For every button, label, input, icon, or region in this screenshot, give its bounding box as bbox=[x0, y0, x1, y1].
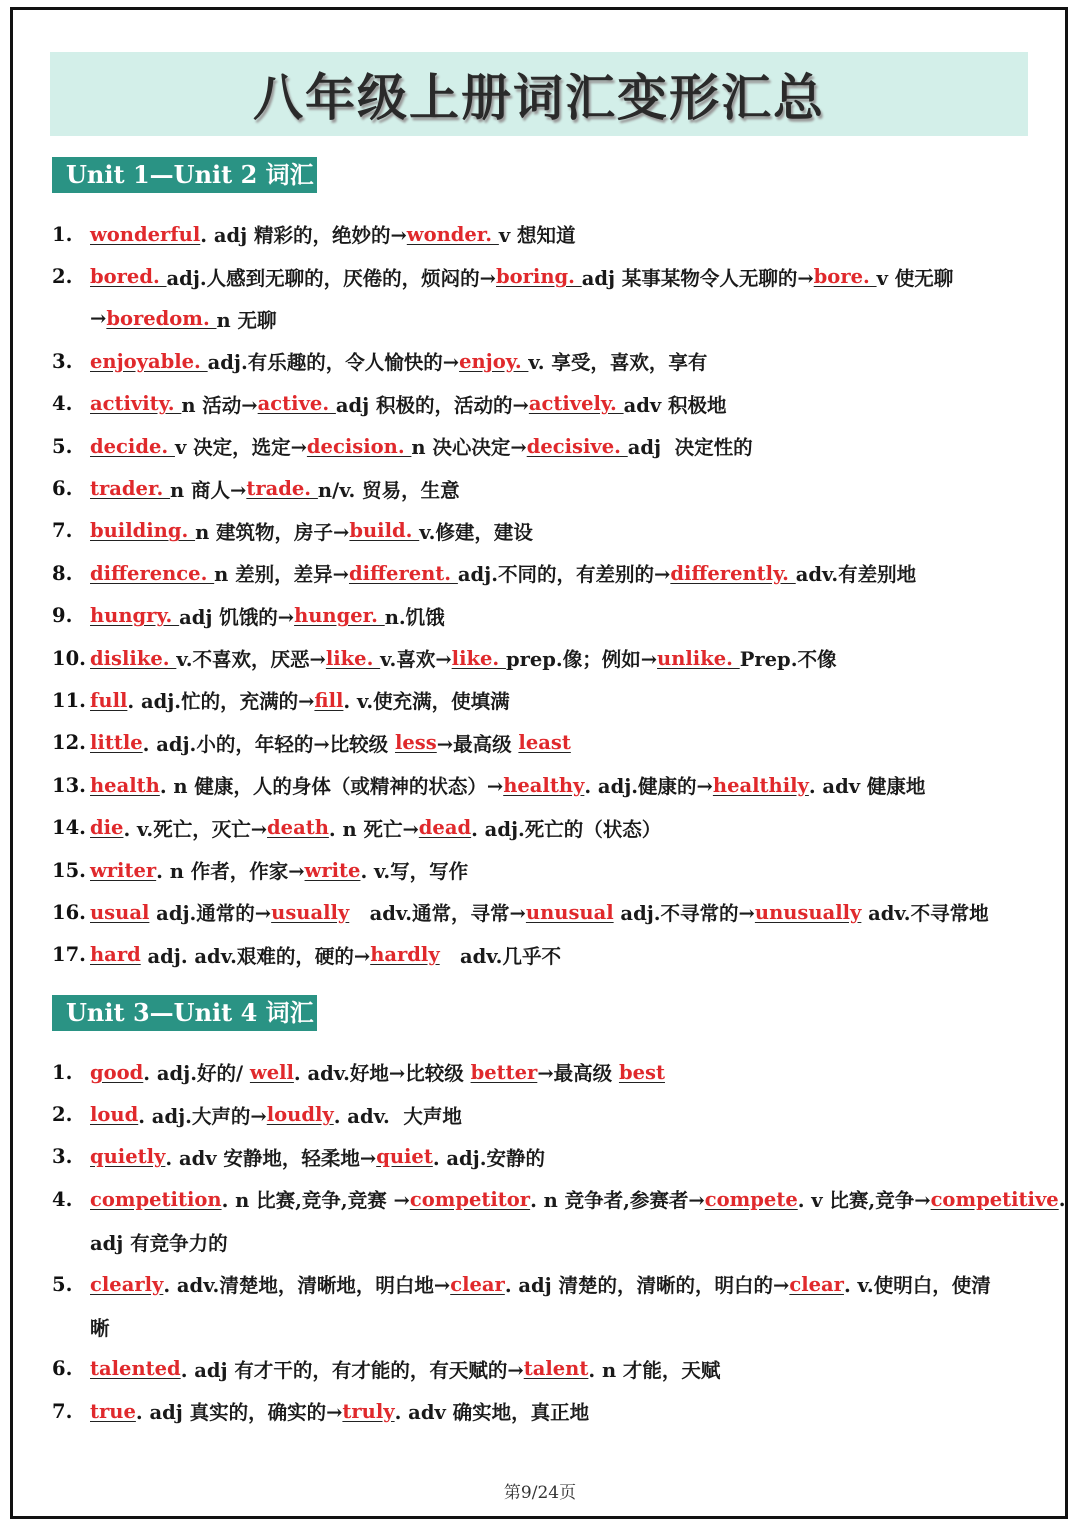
list-item-continuation bbox=[52, 1305, 1042, 1347]
definition-text: . adv.清楚地，清晰地，明白地→ bbox=[163, 1274, 451, 1298]
definition-text: v.喜欢→ bbox=[380, 648, 452, 672]
item-number: 9. bbox=[52, 604, 73, 628]
item-number: 14. bbox=[52, 816, 86, 840]
definition-text: adv.有差别地 bbox=[795, 563, 917, 587]
definition-text: v 使无聊 bbox=[876, 266, 954, 290]
vocab-word: wonderful bbox=[90, 222, 201, 246]
list-item bbox=[52, 552, 1042, 594]
vocab-word: unlike. bbox=[657, 646, 740, 670]
vocab-word: building. bbox=[90, 519, 196, 543]
vocab-word: loud bbox=[90, 1103, 139, 1127]
page-title: 八年级上册词汇变形汇总 bbox=[253, 69, 825, 127]
definition-text: . adj.忙的，充满的→ bbox=[127, 690, 315, 714]
definition-text: adj.不寻常的→ bbox=[613, 902, 755, 926]
definition-text: . n 死亡→ bbox=[328, 817, 419, 841]
definition-text: . adj.安静的 bbox=[432, 1146, 546, 1170]
list-item bbox=[52, 679, 1042, 721]
item-number: 12. bbox=[52, 731, 86, 755]
vocab-word: difference. bbox=[90, 561, 215, 585]
list-item bbox=[52, 467, 1042, 509]
vocab-word: competition bbox=[90, 1187, 222, 1211]
item-number: 1. bbox=[52, 1060, 73, 1084]
definition-text: . n 竞争者,参赛者→ bbox=[530, 1189, 705, 1213]
vocab-word: good bbox=[90, 1060, 144, 1084]
item-number: 7. bbox=[52, 1399, 73, 1423]
section-header-unit3-4: Unit 3—Unit 4 词汇 bbox=[52, 995, 317, 1031]
vocab-word: least bbox=[518, 731, 571, 755]
vocab-word: unusually bbox=[754, 900, 862, 924]
vocab-word: bored. bbox=[90, 265, 167, 289]
vocab-word: clearly bbox=[90, 1272, 164, 1296]
definition-text: adj 积极的，活动的→ bbox=[335, 393, 529, 417]
vocab-word: less bbox=[394, 731, 437, 755]
vocab-word: like. bbox=[325, 646, 381, 670]
definition-text: . adj 真实的，确实的→ bbox=[135, 1401, 343, 1425]
definition-text: v.修建，建设 bbox=[419, 520, 533, 544]
vocab-list-unit1-2 bbox=[52, 213, 1042, 976]
definition-text: . v 比赛,竞争→ bbox=[797, 1189, 931, 1213]
vocab-word: full bbox=[90, 688, 128, 712]
list-item bbox=[52, 637, 1042, 679]
list-item bbox=[52, 806, 1042, 848]
list-item bbox=[52, 1136, 1042, 1178]
item-number: 2. bbox=[52, 265, 73, 289]
definition-text: adj.人感到无聊的，厌倦的，烦闷的→ bbox=[166, 266, 496, 290]
definition-text: n.饥饿 bbox=[384, 605, 445, 629]
definition-text: adj.通常的→ bbox=[149, 902, 272, 926]
vocab-word: activity. bbox=[90, 392, 182, 416]
vocab-word: write bbox=[304, 858, 361, 882]
definition-text: n 商人→ bbox=[170, 478, 247, 502]
title-banner bbox=[50, 52, 1028, 136]
definition-text: adj 决定性的 bbox=[627, 436, 753, 460]
item-number: 17. bbox=[52, 943, 86, 967]
definition-text: v 决定，选定→ bbox=[174, 436, 307, 460]
definition-text: adj.不同的，有差别的→ bbox=[457, 563, 671, 587]
definition-text: . adv 确实地，真正地 bbox=[394, 1401, 590, 1425]
vocab-word: usually bbox=[271, 900, 350, 924]
definition-text: . v.死亡，灭亡→ bbox=[123, 817, 268, 841]
definition-text: . adj.死亡的（状态） bbox=[471, 817, 662, 841]
list-item bbox=[52, 1263, 1042, 1305]
definition-text: . v.写，写作 bbox=[360, 860, 469, 884]
item-number: 16. bbox=[52, 900, 86, 924]
definition-text: . adj 有才干的，有才能的，有天赋的→ bbox=[180, 1358, 524, 1382]
vocab-word: enjoy. bbox=[459, 349, 529, 373]
vocab-word: compete bbox=[704, 1187, 798, 1211]
vocab-word: different. bbox=[348, 561, 458, 585]
list-item bbox=[52, 1093, 1042, 1135]
definition-text: adv.不寻常地 bbox=[861, 902, 989, 926]
definition-text: . adv. 大声地 bbox=[333, 1104, 462, 1128]
vocab-word: talent bbox=[523, 1357, 589, 1381]
definition-text: adv.通常，寻常→ bbox=[349, 902, 526, 926]
vocab-word: little bbox=[90, 731, 143, 755]
definition-text: →最高级 bbox=[436, 732, 519, 756]
vocab-word: unusual bbox=[525, 900, 614, 924]
vocab-word: health bbox=[90, 773, 160, 797]
vocab-word: build. bbox=[349, 519, 420, 543]
vocab-word: enjoyable. bbox=[90, 349, 208, 373]
vocab-word: differently. bbox=[670, 561, 796, 585]
list-item bbox=[52, 891, 1042, 933]
vocab-word: decision. bbox=[306, 434, 412, 458]
item-number: 6. bbox=[52, 1357, 73, 1381]
vocab-word: true bbox=[90, 1399, 136, 1423]
item-number: 4. bbox=[52, 1187, 73, 1211]
list-item bbox=[52, 213, 1042, 255]
definition-text: n 决心决定→ bbox=[411, 436, 527, 460]
item-number: 10. bbox=[52, 646, 86, 670]
vocab-word: healthy bbox=[503, 773, 585, 797]
vocab-list-unit3-4 bbox=[52, 1051, 1066, 1433]
vocab-word: trade. bbox=[246, 477, 318, 501]
definition-text: . n 健康，人的身体（或精神的状态）→ bbox=[159, 775, 504, 799]
list-item-continuation bbox=[52, 298, 1042, 340]
definition-text: adj 饥饿的→ bbox=[179, 605, 295, 629]
definition-text: . adv 安静地，轻柔地→ bbox=[165, 1146, 377, 1170]
item-number: 7. bbox=[52, 519, 73, 543]
definition-text: → bbox=[90, 307, 107, 331]
vocab-word: hunger. bbox=[294, 604, 385, 628]
vocab-word: decide. bbox=[90, 434, 175, 458]
list-item bbox=[52, 425, 1042, 467]
vocab-word: clear bbox=[450, 1272, 505, 1296]
vocab-word: quiet bbox=[376, 1145, 433, 1169]
list-item bbox=[52, 383, 1042, 425]
definition-text: adj 某事某物令人无聊的→ bbox=[581, 266, 814, 290]
vocab-word: loudly bbox=[266, 1103, 334, 1127]
definition-text: adj.有乐趣的，令人愉快的→ bbox=[207, 351, 460, 375]
list-item bbox=[52, 255, 1042, 297]
section-header-unit1-2: Unit 1—Unit 2 词汇 bbox=[52, 157, 317, 193]
list-item bbox=[52, 722, 1042, 764]
vocab-word: competitor bbox=[409, 1187, 531, 1211]
definition-text: n 无聊 bbox=[216, 308, 277, 332]
vocab-word: writer bbox=[90, 858, 157, 882]
vocab-word: truly bbox=[342, 1399, 395, 1423]
item-number: 1. bbox=[52, 222, 73, 246]
definition-text: adv.几乎不 bbox=[439, 944, 561, 968]
vocab-word: active. bbox=[257, 392, 336, 416]
definition-text: adj 有竞争力的 bbox=[90, 1231, 228, 1255]
item-number: 3. bbox=[52, 349, 73, 373]
vocab-word: like. bbox=[451, 646, 506, 670]
vocab-word: better bbox=[470, 1060, 538, 1084]
definition-text: . adj.大声的→ bbox=[138, 1104, 267, 1128]
list-item bbox=[52, 595, 1042, 637]
definition-text: . adj.小的，年轻的→比较级 bbox=[142, 732, 395, 756]
definition-text: . v.使明白，使清 bbox=[843, 1274, 991, 1298]
definition-text: . adv.好地→比较级 bbox=[293, 1062, 471, 1086]
vocab-word: best bbox=[618, 1060, 665, 1084]
definition-text: Prep.不像 bbox=[739, 648, 837, 672]
page-number: 第9/24页 bbox=[503, 1483, 577, 1503]
list-item bbox=[52, 510, 1042, 552]
list-item bbox=[52, 934, 1042, 976]
list-item bbox=[52, 1348, 1042, 1390]
definition-text: n 建筑物，房子→ bbox=[195, 520, 350, 544]
vocab-word: boring. bbox=[496, 265, 582, 289]
definition-text: . adj 精彩的，绝妙的→ bbox=[200, 224, 407, 248]
definition-text: n 差别，差异→ bbox=[214, 563, 349, 587]
definition-text: 晰 bbox=[90, 1316, 110, 1340]
item-number: 8. bbox=[52, 561, 73, 585]
vocab-word: hard bbox=[90, 943, 141, 967]
definition-text: n/v. 贸易，生意 bbox=[317, 478, 460, 502]
definition-text: . n 作者，作家→ bbox=[156, 860, 305, 884]
item-number: 3. bbox=[52, 1145, 73, 1169]
definition-text: . n 比赛,竞争,竞赛 → bbox=[221, 1189, 410, 1213]
definition-text: . adj.健康的→ bbox=[584, 775, 713, 799]
item-number: 6. bbox=[52, 477, 73, 501]
definition-text: v. 享受，喜欢，享有 bbox=[528, 351, 708, 375]
vocab-word: well bbox=[249, 1060, 294, 1084]
vocab-word: decisive. bbox=[526, 434, 628, 458]
vocab-word: talented bbox=[90, 1357, 181, 1381]
list-item bbox=[52, 340, 1042, 382]
definition-text: . adv 健康地 bbox=[808, 775, 926, 799]
list-item bbox=[52, 1051, 1042, 1093]
vocab-word: trader. bbox=[90, 477, 171, 501]
vocab-word: death bbox=[267, 816, 329, 840]
vocab-word: fill bbox=[314, 688, 344, 712]
list-item-continuation bbox=[52, 1221, 1042, 1263]
list-item bbox=[52, 1390, 1042, 1432]
item-number: 5. bbox=[52, 1272, 73, 1296]
item-number: 5. bbox=[52, 434, 73, 458]
list-item bbox=[52, 849, 1042, 891]
item-number: 2. bbox=[52, 1103, 73, 1127]
definition-text: . v.使充满，使填满 bbox=[343, 690, 510, 714]
vocab-word: boredom. bbox=[106, 307, 217, 331]
definition-text: . n 才能，天赋 bbox=[588, 1358, 721, 1382]
definition-text: →最高级 bbox=[537, 1062, 619, 1086]
definition-text: . adj 清楚的，清晰的，明白的→ bbox=[504, 1274, 790, 1298]
list-item bbox=[52, 1178, 1066, 1220]
item-number: 15. bbox=[52, 858, 86, 882]
vocab-word: bore. bbox=[813, 265, 877, 289]
definition-text: prep.像；例如→ bbox=[505, 648, 658, 672]
item-number: 13. bbox=[52, 773, 86, 797]
vocab-word: hardly bbox=[370, 943, 440, 967]
vocab-word: healthily bbox=[712, 773, 809, 797]
vocab-word: die bbox=[90, 816, 124, 840]
definition-text: n 活动→ bbox=[181, 393, 258, 417]
vocab-word: competitive bbox=[930, 1187, 1059, 1211]
definition-text: adv 积极地 bbox=[623, 393, 727, 417]
item-number: 11. bbox=[52, 688, 86, 712]
vocab-word: dislike. bbox=[90, 646, 177, 670]
vocab-word: dead bbox=[418, 816, 472, 840]
definition-text: . bbox=[1058, 1187, 1066, 1211]
definition-text: v.不喜欢，厌恶→ bbox=[176, 648, 326, 672]
definition-text: . adj.好的/ bbox=[143, 1062, 250, 1086]
vocab-word: clear bbox=[789, 1272, 844, 1296]
definition-text: v 想知道 bbox=[498, 224, 576, 248]
list-item bbox=[52, 764, 1042, 806]
vocab-word: quietly bbox=[90, 1145, 166, 1169]
vocab-word: usual bbox=[90, 900, 150, 924]
vocab-word: actively. bbox=[528, 392, 624, 416]
vocab-word: hungry. bbox=[90, 604, 180, 628]
item-number: 4. bbox=[52, 392, 73, 416]
vocab-word: wonder. bbox=[406, 222, 499, 246]
definition-text: adj. adv.艰难的，硬的→ bbox=[140, 944, 371, 968]
